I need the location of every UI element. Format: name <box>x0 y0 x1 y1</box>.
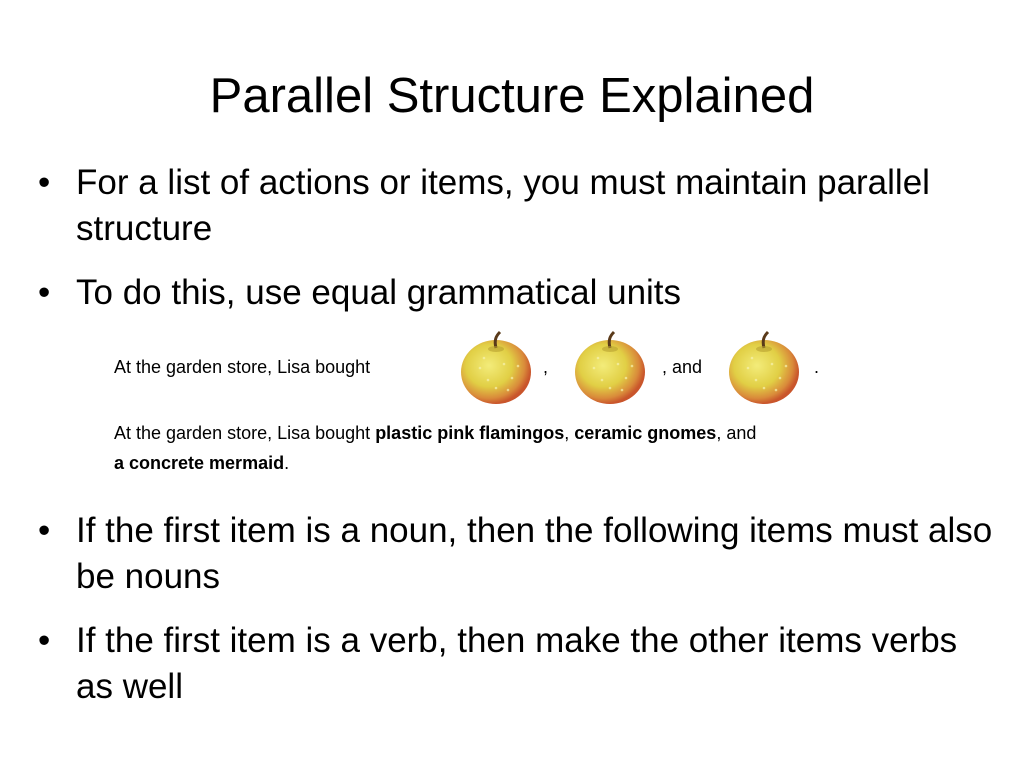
slide-title: Parallel Structure Explained <box>209 69 815 123</box>
example1-separator: , <box>543 357 549 377</box>
bullet-item <box>38 160 998 252</box>
bullet-item <box>38 270 998 316</box>
example2-item: plastic pink flamingos <box>375 423 565 443</box>
bullet-text: If the first item is a noun, then the following items must also be nouns <box>76 511 993 596</box>
bullet-text: If the first item is a verb, then make the other items verbs as well <box>76 621 958 706</box>
example2-item: a concrete mermaid <box>114 453 285 473</box>
example2-lead: At the garden store, Lisa bought <box>114 423 376 443</box>
bullet-marker: • <box>38 621 51 660</box>
bullet-text: For a list of actions or items, you must maintain parallel structure <box>76 163 930 248</box>
example2-period: . <box>284 453 290 473</box>
example2-sentence <box>114 418 934 478</box>
example2-separator: , and <box>716 423 757 443</box>
example1-separator: , and <box>662 357 703 377</box>
bullet-marker: • <box>38 163 51 202</box>
bullet-marker: • <box>38 511 51 550</box>
example1-lead: At the garden store, Lisa bought <box>114 357 371 377</box>
bullet-text: To do this, use equal grammatical units <box>76 273 682 312</box>
bullet-marker: • <box>38 273 51 312</box>
bullet-item <box>38 508 998 600</box>
apple-icon <box>724 328 804 408</box>
example1-period: . <box>814 357 820 377</box>
bullet-item <box>38 618 998 710</box>
apple-icon <box>570 328 650 408</box>
example2-separator: , <box>564 423 575 443</box>
apple-icon <box>456 328 536 408</box>
example2-item: ceramic gnomes <box>574 423 717 443</box>
